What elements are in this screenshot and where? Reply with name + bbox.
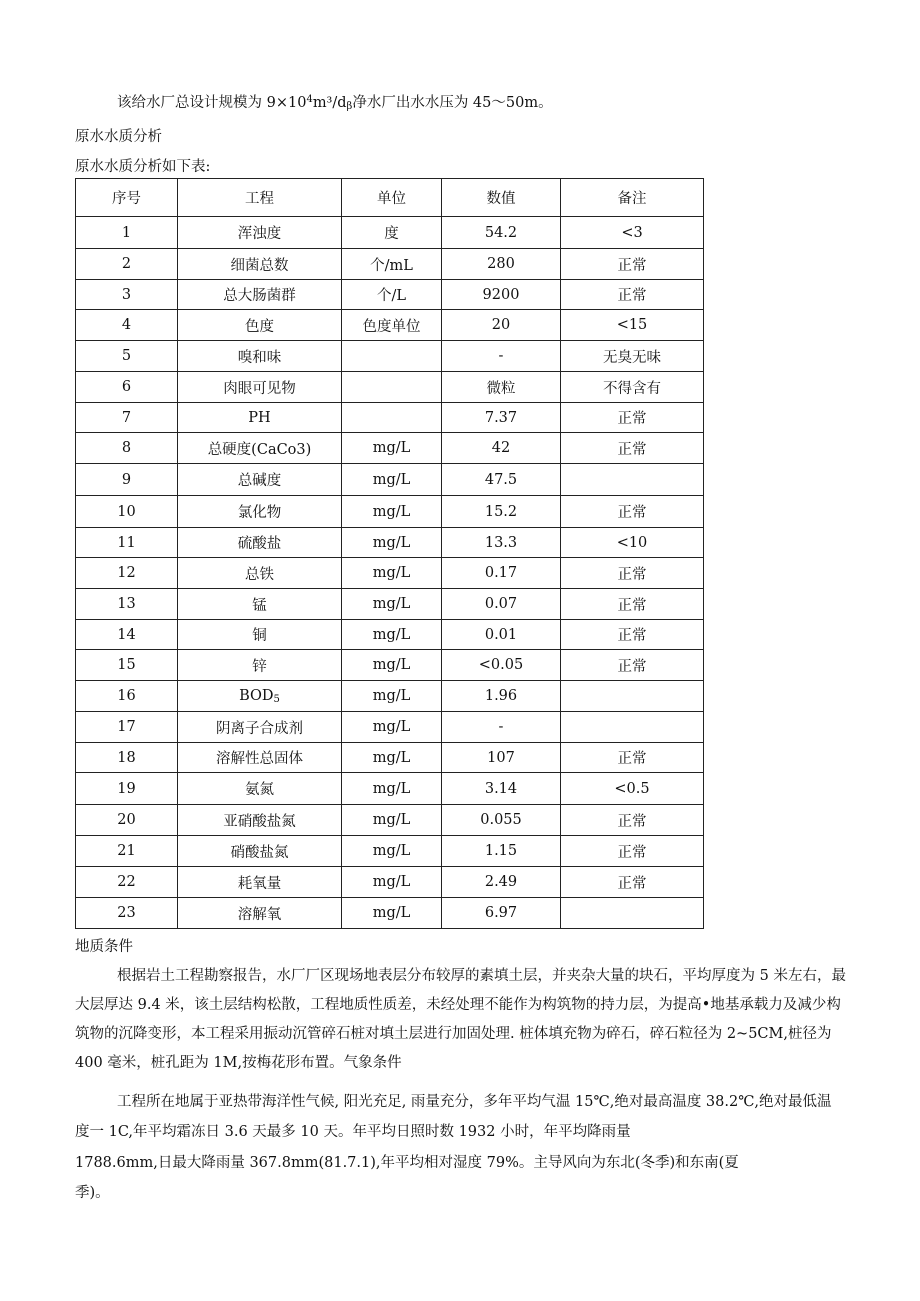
remark-cell: 正常 (561, 743, 704, 773)
value-cell: 47.5 (442, 464, 561, 496)
value-cell: 15.2 (442, 496, 561, 528)
item-name-cell: 耗氧量 (178, 867, 342, 898)
unit-cell: mg/L (342, 805, 442, 836)
row-number-cell: 21 (76, 836, 178, 867)
value-cell: 54.2 (442, 217, 561, 249)
item-name-cell: 铜 (178, 620, 342, 650)
remark-cell: 正常 (561, 280, 704, 310)
value-cell: - (442, 712, 561, 743)
item-name-cell: 浑浊度 (178, 217, 342, 249)
row-number-cell: 12 (76, 558, 178, 589)
value-cell: 7.37 (442, 403, 561, 433)
table-row (76, 528, 704, 558)
unit-cell: mg/L (342, 496, 442, 528)
unit-cell: 色度单位 (342, 310, 442, 341)
table-row (76, 372, 704, 403)
unit-cell: mg/L (342, 620, 442, 650)
table-header-row (76, 179, 704, 217)
item-name-cell (178, 681, 342, 712)
remark-cell: 正常 (561, 867, 704, 898)
item-name-cell: 总铁 (178, 558, 342, 589)
unit-cell: mg/L (342, 433, 442, 464)
table-row (76, 217, 704, 249)
remark-cell: 正常 (561, 249, 704, 280)
unit-cell: mg/L (342, 867, 442, 898)
table-row (76, 403, 704, 433)
table-row (76, 867, 704, 898)
unit-cell: mg/L (342, 681, 442, 712)
row-number-cell: 3 (76, 280, 178, 310)
item-name-cell: 阴离子合成剂 (178, 712, 342, 743)
water-quality-table (75, 178, 704, 929)
unit-cell: mg/L (342, 528, 442, 558)
table-row (76, 620, 704, 650)
table-row (76, 589, 704, 620)
unit-cell (342, 403, 442, 433)
table-row (76, 743, 704, 773)
item-name-cell: 亚硝酸盐氮 (178, 805, 342, 836)
unit-cell: mg/L (342, 650, 442, 681)
unit-cell: mg/L (342, 898, 442, 929)
row-number-cell: 4 (76, 310, 178, 341)
table-row (76, 558, 704, 589)
row-number-cell: 7 (76, 403, 178, 433)
header-cell: 序号 (76, 179, 178, 217)
value-cell: <0.05 (442, 650, 561, 681)
item-name-cell: 总大肠菌群 (178, 280, 342, 310)
intro-superscript: 4 (306, 94, 313, 105)
row-number-cell: 8 (76, 433, 178, 464)
row-number-cell: 19 (76, 773, 178, 805)
bod-subscript: 5 (273, 694, 280, 705)
table-row (76, 464, 704, 496)
remark-cell: 正常 (561, 589, 704, 620)
unit-cell: mg/L (342, 712, 442, 743)
remark-cell: <10 (561, 528, 704, 558)
row-number-cell: 13 (76, 589, 178, 620)
table-row (76, 681, 704, 712)
item-name-cell: 肉眼可见物 (178, 372, 342, 403)
row-number-cell: 22 (76, 867, 178, 898)
unit-cell: mg/L (342, 558, 442, 589)
row-number-cell: 5 (76, 341, 178, 372)
value-cell: 107 (442, 743, 561, 773)
table-caption: 原水水质分析如下表: (75, 159, 211, 175)
row-number-cell: 1 (76, 217, 178, 249)
value-cell: 微粒 (442, 372, 561, 403)
remark-cell: 正常 (561, 650, 704, 681)
table-row (76, 310, 704, 341)
unit-cell: 个/mL (342, 249, 442, 280)
unit-cell: mg/L (342, 464, 442, 496)
unit-cell (342, 341, 442, 372)
table-row (76, 341, 704, 372)
intro-text-c: 净水厂出水水压为 45～50m。 (352, 95, 553, 111)
table-row (76, 805, 704, 836)
value-cell: - (442, 341, 561, 372)
table-row (76, 773, 704, 805)
remark-cell (561, 464, 704, 496)
value-cell: 20 (442, 310, 561, 341)
remark-cell: 无臭无味 (561, 341, 704, 372)
intro-subscript: β (346, 101, 353, 112)
value-cell: 1.15 (442, 836, 561, 867)
value-cell: 13.3 (442, 528, 561, 558)
item-name-cell: PH (178, 403, 342, 433)
row-number-cell: 6 (76, 372, 178, 403)
value-cell: 0.17 (442, 558, 561, 589)
remark-cell: 正常 (561, 805, 704, 836)
item-name-cell: 氯化物 (178, 496, 342, 528)
section-heading-geology: 地质条件 (75, 939, 133, 955)
table-row (76, 712, 704, 743)
remark-cell (561, 681, 704, 712)
value-cell: 2.49 (442, 867, 561, 898)
table-row (76, 433, 704, 464)
row-number-cell: 11 (76, 528, 178, 558)
remark-cell: 正常 (561, 433, 704, 464)
remark-cell: 正常 (561, 620, 704, 650)
remark-cell: <3 (561, 217, 704, 249)
row-number-cell: 16 (76, 681, 178, 712)
item-name-cell: 细菌总数 (178, 249, 342, 280)
climate-line-2: 度一 1C,年平均霜冻日 3.6 天最多 10 天。年平均日照时数 1932 小时，年平均降雨量 (75, 1124, 631, 1140)
table-row (76, 836, 704, 867)
remark-cell: <15 (561, 310, 704, 341)
unit-cell (342, 372, 442, 403)
row-number-cell: 20 (76, 805, 178, 836)
item-name-cell: 溶解氧 (178, 898, 342, 929)
section-heading-raw-water: 原水水质分析 (75, 129, 162, 145)
table-row (76, 280, 704, 310)
unit-cell: mg/L (342, 743, 442, 773)
unit-cell: 个/L (342, 280, 442, 310)
remark-cell: 正常 (561, 558, 704, 589)
value-cell: 0.07 (442, 589, 561, 620)
table-row (76, 650, 704, 681)
item-name-cell: 锰 (178, 589, 342, 620)
item-name-cell: 氨氮 (178, 773, 342, 805)
item-name-cell: 硫酸盐 (178, 528, 342, 558)
row-number-cell: 23 (76, 898, 178, 929)
item-name-cell: 色度 (178, 310, 342, 341)
header-cell: 数值 (442, 179, 561, 217)
row-number-cell: 14 (76, 620, 178, 650)
value-cell: 280 (442, 249, 561, 280)
value-cell: 1.96 (442, 681, 561, 712)
remark-cell: <0.5 (561, 773, 704, 805)
item-name-cell: 硝酸盐氮 (178, 836, 342, 867)
intro-line (117, 93, 553, 113)
value-cell: 0.01 (442, 620, 561, 650)
remark-cell: 正常 (561, 496, 704, 528)
item-name-cell: 溶解性总固体 (178, 743, 342, 773)
value-cell: 42 (442, 433, 561, 464)
table-row (76, 496, 704, 528)
row-number-cell: 18 (76, 743, 178, 773)
climate-line-4: 季)。 (75, 1185, 110, 1201)
item-name-cell: 总碱度 (178, 464, 342, 496)
unit-cell: mg/L (342, 589, 442, 620)
table-row (76, 898, 704, 929)
value-cell: 3.14 (442, 773, 561, 805)
item-name-cell: 嗅和味 (178, 341, 342, 372)
row-number-cell: 2 (76, 249, 178, 280)
row-number-cell: 10 (76, 496, 178, 528)
remark-cell: 正常 (561, 836, 704, 867)
intro-text-a: 该给水厂总设计规模为 9×10 (117, 95, 307, 111)
value-cell: 6.97 (442, 898, 561, 929)
remark-cell: 正常 (561, 403, 704, 433)
bod-text: BOD (239, 688, 274, 704)
remark-cell (561, 898, 704, 929)
row-number-cell: 15 (76, 650, 178, 681)
header-cell: 备注 (561, 179, 704, 217)
value-cell: 0.055 (442, 805, 561, 836)
climate-line-3: 1788.6mm,日最大降雨量 367.8mm(81.7.1),年平均相对湿度 79%。主导风向为东北(冬季)和东南(夏 (75, 1155, 739, 1171)
unit-cell: mg/L (342, 836, 442, 867)
geology-paragraph: 根据岩土工程勘察报告，水厂厂区现场地表层分布较厚的素填土层，并夹杂大量的块石，平均厚度为 5 米左右，最大层厚达 9.4 米，该土层结构松散，工程地质性质差，未经处理不能作为构筑物的持力层，为提高•地基承载力及减少构筑物的沉降变形，本工程采用振动沉管碎石桩对填土层进行加固处理. 桩体填充物为碎石，碎石粒径为 2~5CM,桩径为 400 毫米，桩孔距为 1M,按梅花形布置。气象条件 (75, 968, 846, 1071)
value-cell: 9200 (442, 280, 561, 310)
unit-cell: 度 (342, 217, 442, 249)
row-number-cell: 9 (76, 464, 178, 496)
intro-text-b: m³/d (312, 95, 347, 111)
header-cell: 工程 (178, 179, 342, 217)
header-cell: 单位 (342, 179, 442, 217)
item-name-cell: 锌 (178, 650, 342, 681)
row-number-cell: 17 (76, 712, 178, 743)
remark-cell: 不得含有 (561, 372, 704, 403)
table-row (76, 249, 704, 280)
remark-cell (561, 712, 704, 743)
climate-line-1: 工程所在地属于亚热带海洋性气候, 阳光充足, 雨量充分，多年平均气温 15℃,绝对最高温度 38.2℃,绝对最低温 (117, 1094, 832, 1110)
unit-cell: mg/L (342, 773, 442, 805)
item-name-cell: 总硬度(CaCo3) (178, 433, 342, 464)
